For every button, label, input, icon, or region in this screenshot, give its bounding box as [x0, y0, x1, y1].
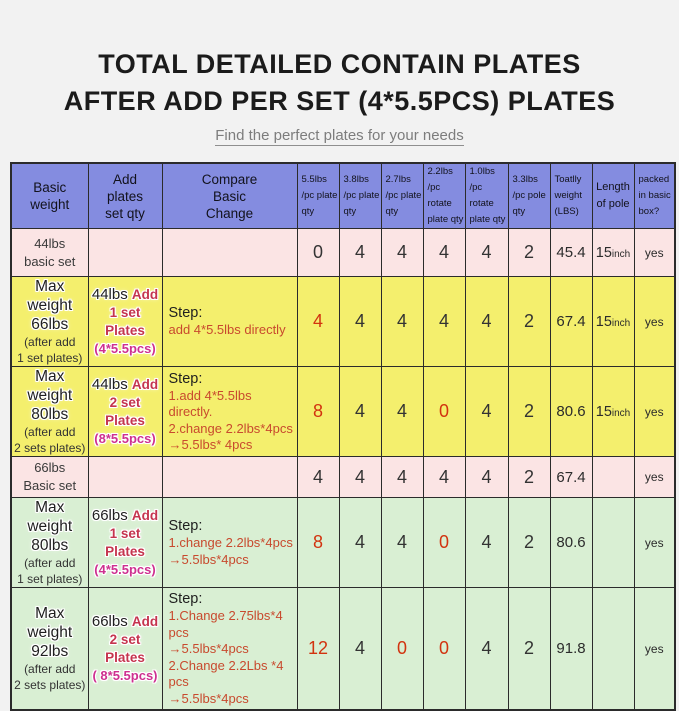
cell-qty-5-5: 4 — [297, 277, 339, 367]
cell-qty-1-0: 4 — [465, 229, 508, 277]
cell-total-weight: 67.4 — [550, 277, 592, 367]
row-max-80lbs-from44 — [11, 367, 675, 457]
header-add-plates: Add plates set qty — [88, 163, 162, 229]
page-title-line1: TOTAL DETAILED CONTAIN PLATES — [98, 49, 581, 79]
cell-qty-1-0: 4 — [465, 588, 508, 711]
cell-qty-pole: 2 — [508, 229, 550, 277]
cell-pole-length: 15inch — [592, 229, 634, 277]
header-qty-pole-3-3lbs: 3.3lbs /pc pole qty — [508, 163, 550, 229]
cell-compare-change: Step: add 4*5.5lbs directly — [162, 277, 297, 367]
cell-qty-pole: 2 — [508, 457, 550, 498]
cell-qty-5-5: 0 — [297, 229, 339, 277]
cell-packed: yes — [634, 457, 675, 498]
plates-table — [10, 162, 676, 711]
cell-add-plates: 44lbs Add 2 set Plates (8*5.5pcs) — [88, 367, 162, 457]
row-max-66lbs — [11, 277, 675, 367]
header-qty-2-7lbs: 2.7lbs /pc plate qty — [381, 163, 423, 229]
cell-qty-1-0: 4 — [465, 457, 508, 498]
header-total-weight: Toatlly weight (LBS) — [550, 163, 592, 229]
cell-qty-3-8: 4 — [339, 277, 381, 367]
cell-add-plates-empty — [88, 229, 162, 277]
cell-qty-pole: 2 — [508, 367, 550, 457]
cell-qty-5-5: 8 — [297, 498, 339, 588]
cell-qty-2-7: 0 — [381, 588, 423, 711]
cell-pole-length: 15inch — [592, 277, 634, 367]
cell-qty-5-5: 4 — [297, 457, 339, 498]
cell-total-weight: 67.4 — [550, 457, 592, 498]
cell-pole-length-empty — [592, 588, 634, 711]
header-packed-box: packed in basic box? — [634, 163, 675, 229]
cell-compare-change: Step: 1.Change 2.75lbs*4 pcs →5.5lbs*4pcs 2.Change 2.2Lbs *4 pcs →5.5lbs*4pcs — [162, 588, 297, 711]
cell-pole-length-empty — [592, 498, 634, 588]
cell-qty-5-5: 12 — [297, 588, 339, 711]
cell-qty-3-8: 4 — [339, 498, 381, 588]
cell-qty-pole: 2 — [508, 498, 550, 588]
cell-qty-3-8: 4 — [339, 457, 381, 498]
cell-packed: yes — [634, 229, 675, 277]
cell-qty-2-2: 4 — [423, 457, 465, 498]
cell-qty-5-5: 8 — [297, 367, 339, 457]
cell-add-plates: 66lbs Add 1 set Plates (4*5.5pcs) — [88, 498, 162, 588]
cell-qty-2-2: 0 — [423, 498, 465, 588]
cell-qty-1-0: 4 — [465, 498, 508, 588]
page-title-line2: AFTER ADD PER SET (4*5.5PCS) PLATES — [63, 86, 616, 116]
cell-qty-3-8: 4 — [339, 588, 381, 711]
cell-qty-1-0: 4 — [465, 277, 508, 367]
title-block — [0, 0, 679, 144]
cell-qty-2-2: 4 — [423, 229, 465, 277]
cell-add-plates: 44lbs Add 1 set Plates (4*5.5pcs) — [88, 277, 162, 367]
cell-compare-change: Step: 1.add 4*5.5lbs directly. 2.change 2.2lbs*4pcs →5.5lbs* 4pcs — [162, 367, 297, 457]
header-row — [11, 163, 675, 229]
cell-basic-weight: Max weight 80lbs (after add 2 sets plates) — [11, 367, 88, 457]
cell-pole-length-empty — [592, 457, 634, 498]
cell-packed: yes — [634, 277, 675, 367]
cell-qty-pole: 2 — [508, 277, 550, 367]
cell-qty-1-0: 4 — [465, 367, 508, 457]
header-pole-length: Length of pole — [592, 163, 634, 229]
cell-basic-weight: Max weight 66lbs (after add 1 set plates) — [11, 277, 88, 367]
cell-qty-2-7: 4 — [381, 229, 423, 277]
row-44lbs-basic — [11, 229, 675, 277]
header-qty-1-0lbs: 1.0lbs /pc rotate plate qty — [465, 163, 508, 229]
cell-qty-2-2: 4 — [423, 277, 465, 367]
cell-qty-2-7: 4 — [381, 367, 423, 457]
cell-qty-3-8: 4 — [339, 367, 381, 457]
cell-basic-weight: 66lbs Basic set — [11, 457, 88, 498]
cell-compare-empty — [162, 457, 297, 498]
header-qty-3-8lbs: 3.8lbs /pc plate qty — [339, 163, 381, 229]
cell-packed: yes — [634, 588, 675, 711]
header-basic-weight: Basic weight — [11, 163, 88, 229]
cell-qty-2-2: 0 — [423, 588, 465, 711]
cell-packed: yes — [634, 367, 675, 457]
cell-qty-3-8: 4 — [339, 229, 381, 277]
cell-qty-pole: 2 — [508, 588, 550, 711]
cell-compare-empty — [162, 229, 297, 277]
row-66lbs-basic — [11, 457, 675, 498]
cell-qty-2-2: 0 — [423, 367, 465, 457]
cell-pole-length: 15inch — [592, 367, 634, 457]
row-max-80lbs-from66 — [11, 498, 675, 588]
cell-qty-2-7: 4 — [381, 498, 423, 588]
cell-total-weight: 80.6 — [550, 367, 592, 457]
cell-add-plates-empty — [88, 457, 162, 498]
cell-total-weight: 91.8 — [550, 588, 592, 711]
header-qty-2-2lbs: 2.2lbs /pc rotate plate qty — [423, 163, 465, 229]
header-compare-change: Compare Basic Change — [162, 163, 297, 229]
cell-total-weight: 80.6 — [550, 498, 592, 588]
cell-basic-weight: Max weight 80lbs (after add 1 set plates) — [11, 498, 88, 588]
cell-packed: yes — [634, 498, 675, 588]
cell-basic-weight: 44lbs basic set — [11, 229, 88, 277]
subtitle-text: Find the perfect plates for your needs — [215, 127, 464, 144]
header-qty-5-5lbs: 5.5lbs /pc plate qty — [297, 163, 339, 229]
cell-qty-2-7: 4 — [381, 457, 423, 498]
cell-compare-change: Step: 1.change 2.2lbs*4pcs →5.5lbs*4pcs — [162, 498, 297, 588]
cell-add-plates: 66lbs Add 2 set Plates ( 8*5.5pcs) — [88, 588, 162, 711]
row-max-92lbs — [11, 588, 675, 711]
subtitle — [0, 127, 679, 144]
cell-basic-weight: Max weight 92lbs (after add 2 sets plates) — [11, 588, 88, 711]
cell-total-weight: 45.4 — [550, 229, 592, 277]
cell-qty-2-7: 4 — [381, 277, 423, 367]
